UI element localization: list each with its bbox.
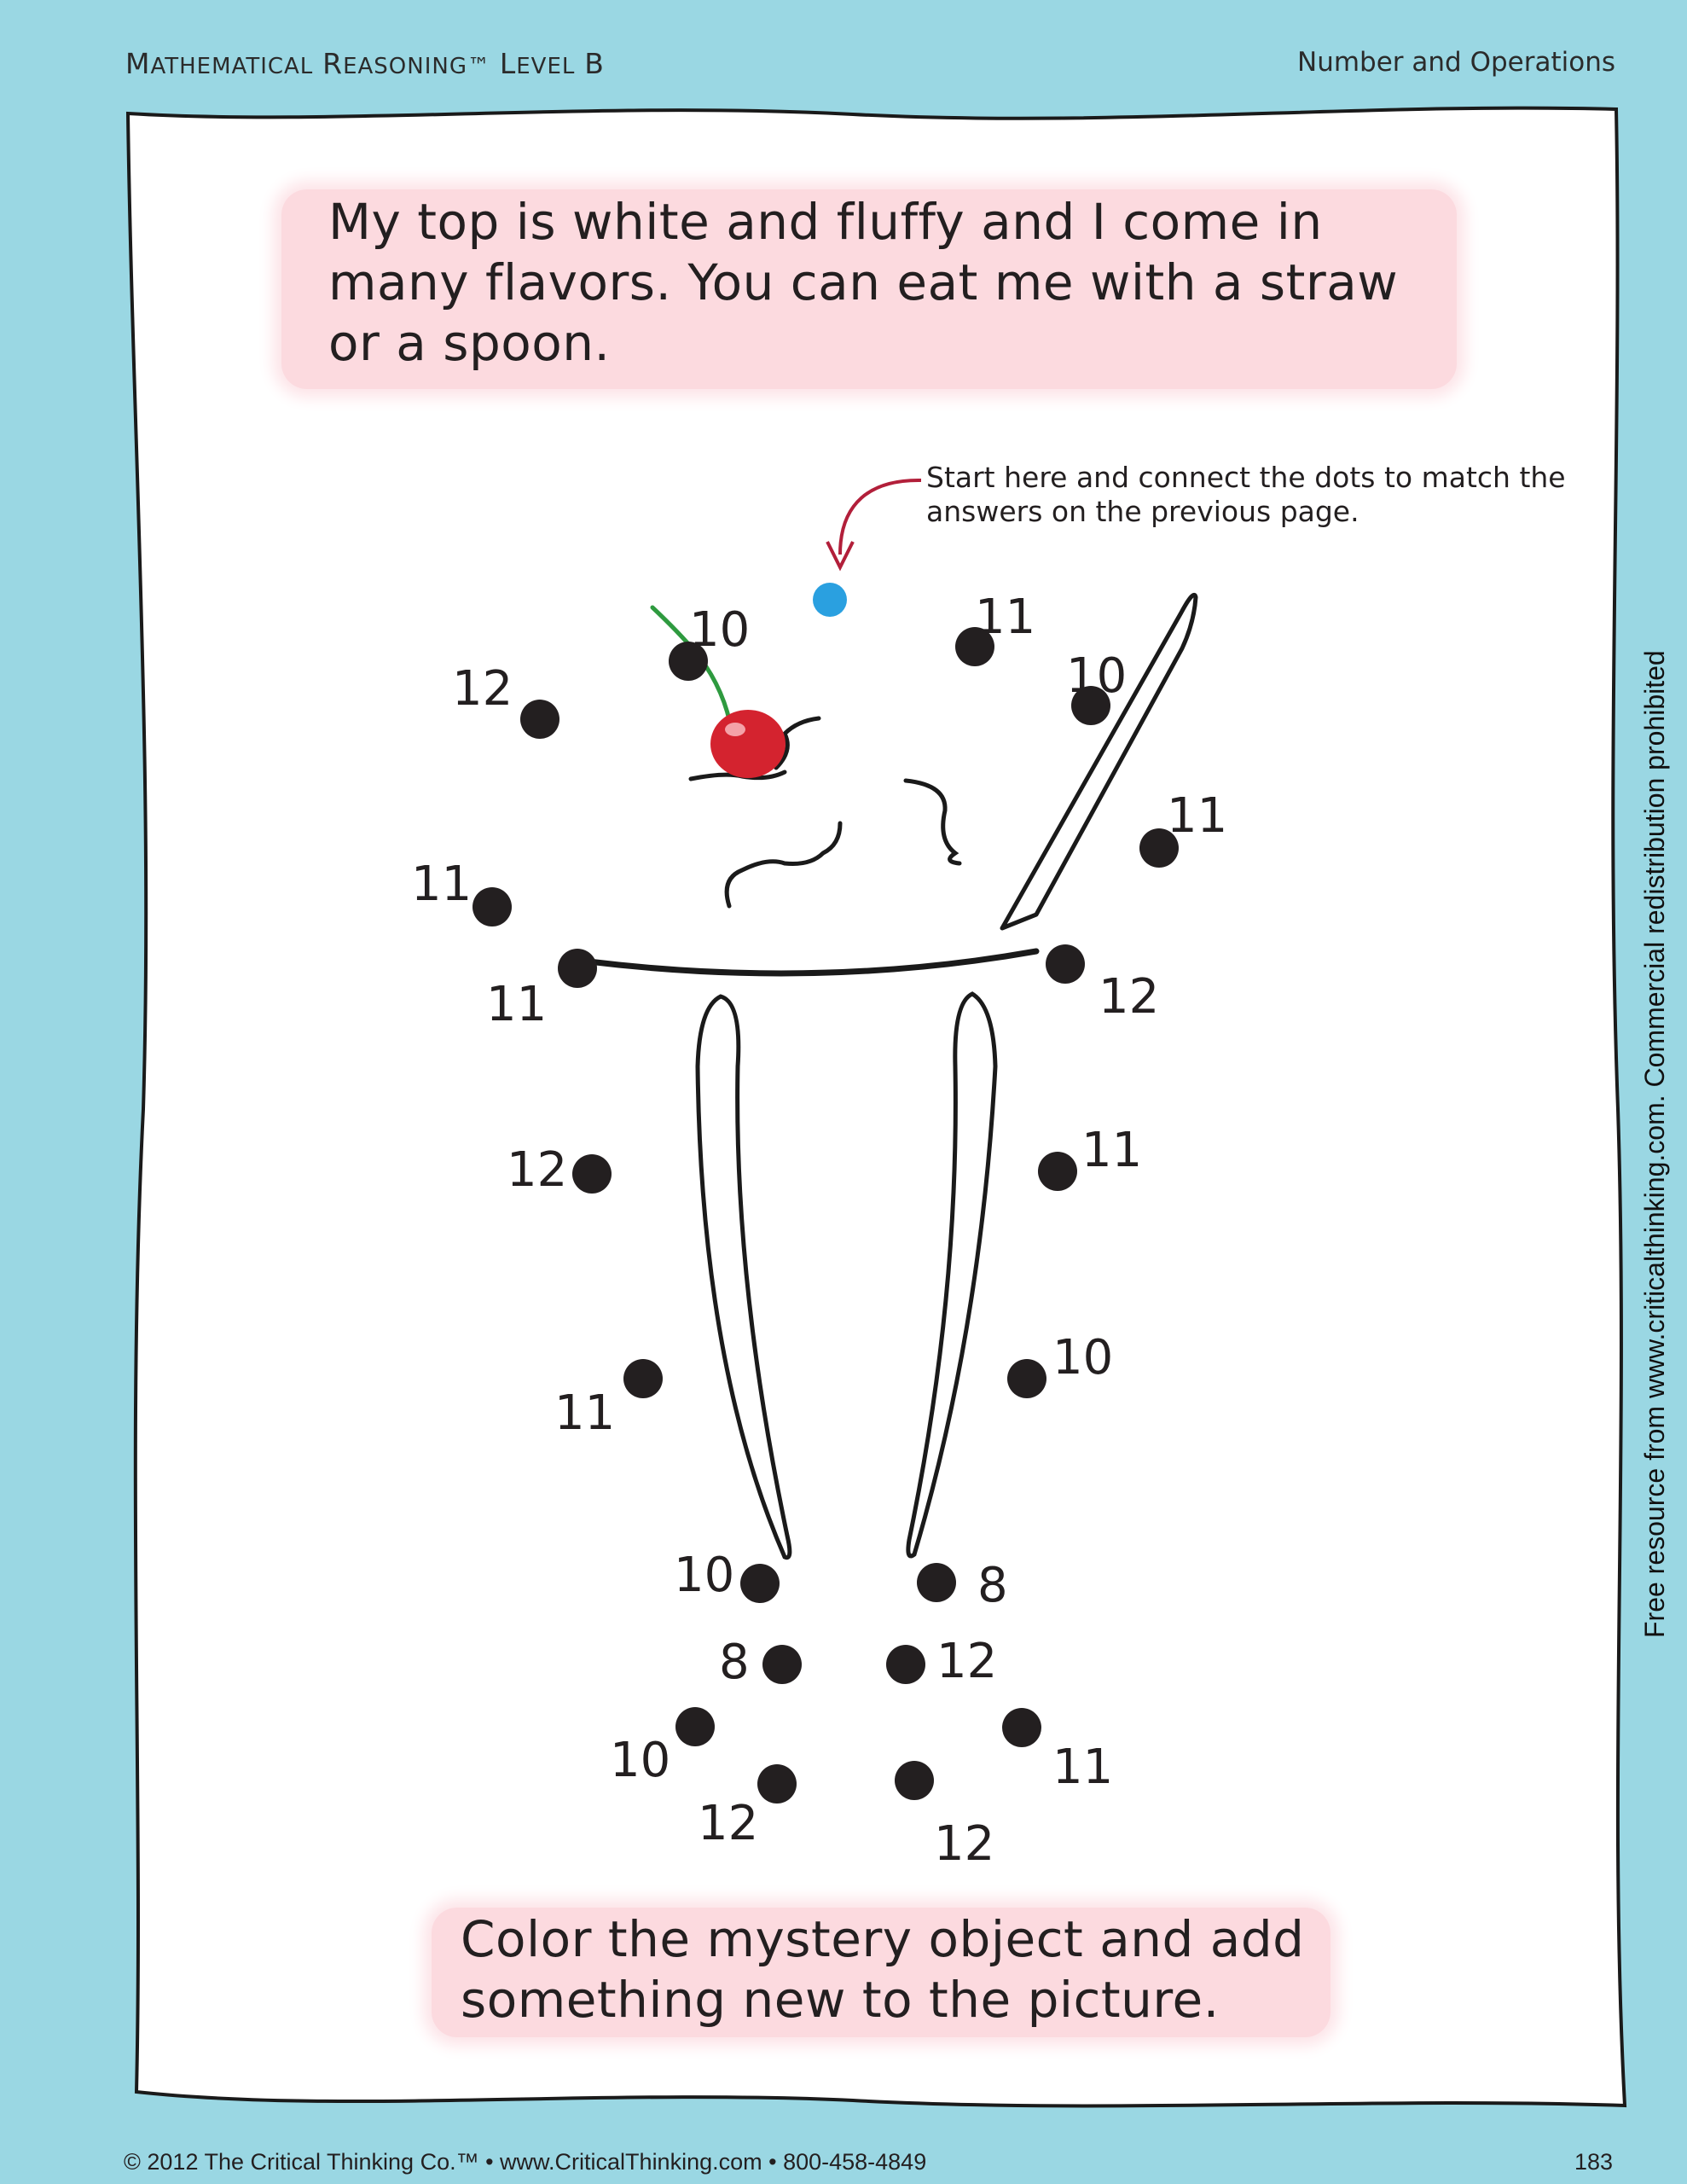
dot-label: 10 — [1052, 1330, 1114, 1385]
dot-label: 12 — [452, 661, 513, 717]
instruction-line: answers on the previous page. — [926, 495, 1359, 528]
book-title: MATHEMATICAL REASONING™ LEVEL B — [125, 47, 605, 80]
glass-left-side — [698, 996, 790, 1558]
connect-dot — [762, 1645, 802, 1684]
riddle-line: or a spoon. — [328, 314, 611, 372]
dot-label: 12 — [936, 1634, 998, 1689]
page-number: 183 — [1574, 2149, 1613, 2175]
dot-label: 10 — [610, 1733, 671, 1788]
dot-label: 11 — [975, 590, 1036, 645]
connect-dot — [757, 1764, 797, 1804]
cream-squiggle — [727, 823, 840, 906]
connect-dot — [623, 1359, 663, 1398]
task-line: Color the mystery object and add — [461, 1910, 1305, 1968]
connect-dot — [558, 949, 597, 988]
start-dot — [813, 583, 847, 617]
glass-rim — [588, 951, 1036, 973]
dot-label: 11 — [411, 857, 472, 912]
riddle-line: My top is white and fluffy and I come in — [328, 193, 1323, 251]
redistribution-notice: Free resource from www.criticalthinking.com. Commercial redistribution prohibited — [1639, 650, 1670, 1638]
dot-label: 12 — [507, 1142, 568, 1198]
cream-squiggle — [906, 781, 959, 863]
dot-label: 12 — [698, 1796, 759, 1851]
connect-dot — [917, 1563, 956, 1602]
dot-label: 11 — [1052, 1740, 1114, 1795]
dot-label: 11 — [486, 977, 548, 1032]
cherry-shine — [725, 723, 745, 736]
task-text — [461, 1909, 1330, 2030]
connect-dot — [1007, 1359, 1046, 1398]
dot-label: 8 — [719, 1635, 750, 1690]
task-line: something new to the picture. — [461, 1971, 1220, 2029]
dot-label: 12 — [1099, 969, 1160, 1025]
connect-dot — [1046, 944, 1085, 984]
dot-label: 11 — [554, 1385, 616, 1441]
connect-dot — [520, 700, 559, 739]
dot-label: 10 — [1066, 648, 1128, 704]
connect-dot — [886, 1645, 925, 1684]
dot-label: 11 — [1167, 788, 1228, 844]
connect-dot — [472, 887, 512, 926]
glass-right-side — [908, 994, 995, 1556]
cherry-icon — [710, 710, 786, 778]
dot-label: 10 — [689, 602, 751, 658]
connect-dot — [740, 1564, 780, 1603]
connect-dot — [675, 1707, 715, 1746]
connect-dot — [572, 1154, 612, 1194]
footer-copyright: © 2012 The Critical Thinking Co.™ • www.CriticalThinking.com • 800-458-4849 — [124, 2149, 927, 2175]
numbered-dots — [411, 590, 1227, 1872]
dot-label: 12 — [934, 1816, 995, 1872]
dot-label: 10 — [674, 1548, 735, 1603]
connect-dot — [1038, 1152, 1077, 1191]
instruction-line: Start here and connect the dots to match the — [926, 461, 1566, 494]
connect-dot — [1002, 1708, 1041, 1747]
dot-label: 8 — [977, 1558, 1008, 1613]
riddle-line: many flavors. You can eat me with a straw — [328, 253, 1399, 311]
dot-label: 11 — [1081, 1123, 1143, 1178]
connect-dot — [895, 1761, 934, 1800]
section-title: Number and Operations — [1297, 47, 1615, 78]
